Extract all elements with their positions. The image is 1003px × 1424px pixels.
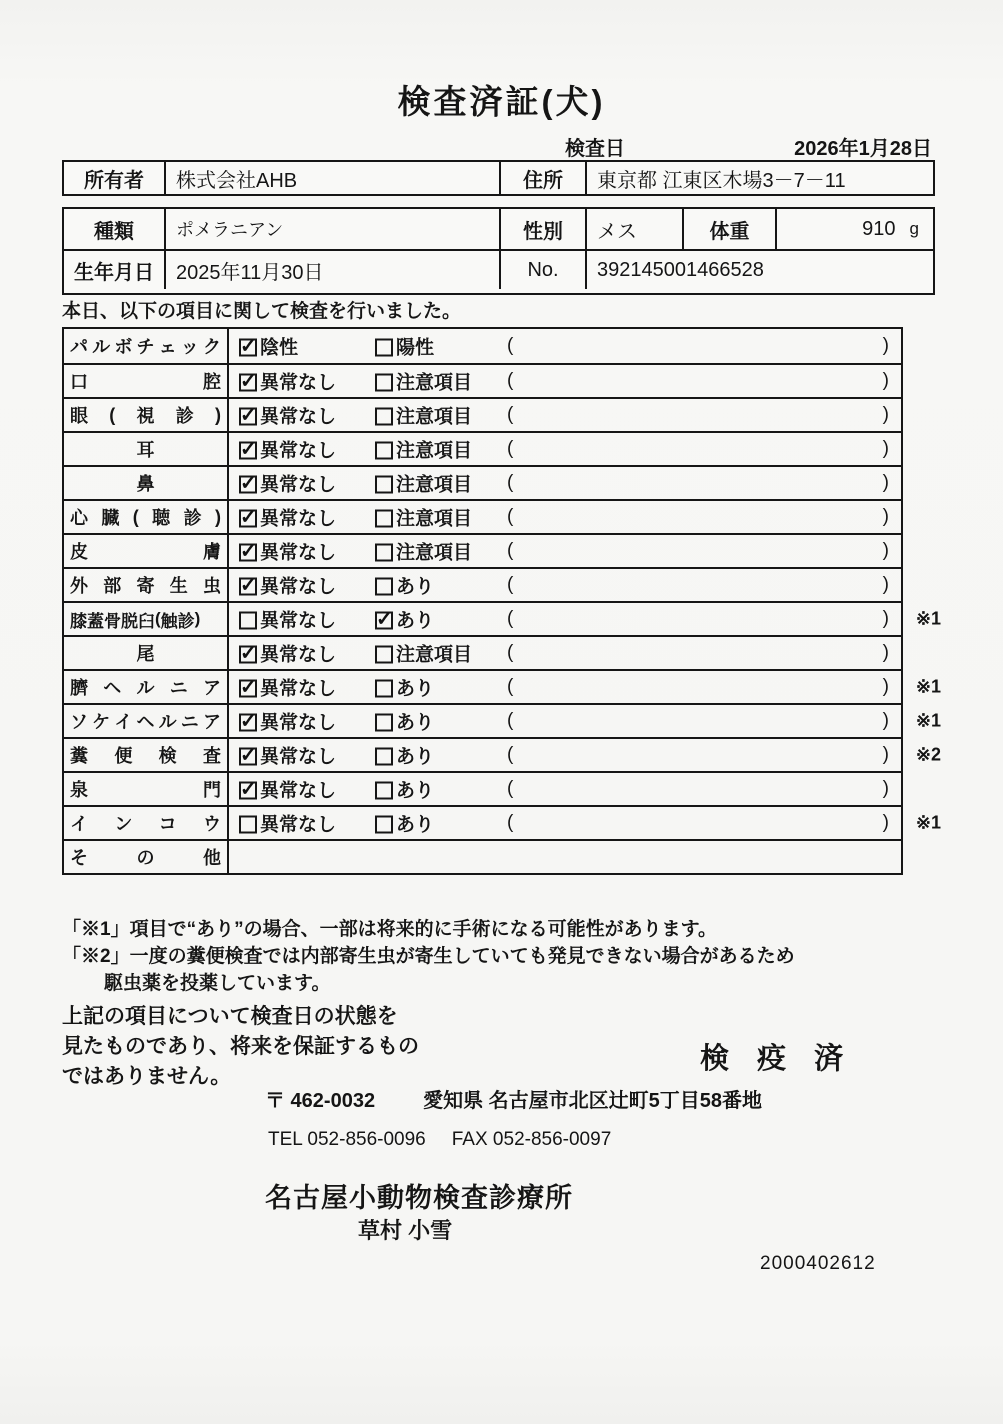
remark-paren-close: ) xyxy=(882,710,889,731)
clinic-postal-row xyxy=(265,1084,762,1113)
clinic-fax: FAX 052-856-0097 xyxy=(451,1129,612,1150)
footnote-ref-marker: ※1 xyxy=(915,676,941,697)
remark-paren-close: ) xyxy=(882,812,889,833)
footnote-ref-marker: ※1 xyxy=(915,710,941,731)
disclaimer-line-3: ではありません。 xyxy=(62,1065,232,1088)
inspection-row xyxy=(64,771,901,805)
checked-checkbox-icon xyxy=(239,339,257,357)
result-option-1: ✓ 陰性 xyxy=(239,333,298,360)
empty-checkbox-icon xyxy=(375,816,393,834)
inspection-row-options xyxy=(229,433,901,465)
result-option-2: 注意項目 xyxy=(375,470,472,497)
remark-paren-open: ( xyxy=(507,438,514,459)
remark-paren-close: ) xyxy=(882,438,889,459)
inspection-row-options xyxy=(229,329,901,363)
inspection-table xyxy=(62,327,941,875)
checked-checkbox-icon xyxy=(375,612,393,630)
inspection-item-label: 口 腔 xyxy=(64,365,229,397)
footnote-ref-marker: ※1 xyxy=(915,608,941,629)
remark-paren-open: ( xyxy=(507,812,514,833)
vet-name: 草村 小雪 xyxy=(358,1218,453,1243)
empty-checkbox-icon xyxy=(375,510,393,528)
inspection-item-label: ソ ケ イ ヘ ル ニ ア xyxy=(64,705,229,737)
result-option-2: 注意項目 xyxy=(375,368,472,395)
owner-address-label: 住所 xyxy=(499,162,585,194)
animal-row-1 xyxy=(64,209,933,249)
footnote-2: 「※2」一度の糞便検査では内部寄生虫が寄生していても発見できない場合があるため xyxy=(62,946,795,967)
inspection-row xyxy=(64,839,901,873)
result-option-2: 注意項目 xyxy=(375,436,472,463)
inspection-item-label: 心 臓 ( 聴 診 ) xyxy=(64,501,229,533)
inspection-row-options xyxy=(229,569,901,601)
empty-checkbox-icon xyxy=(375,680,393,698)
owner-name: 株式会社AHB xyxy=(164,162,499,194)
result-option-2: 陽性 xyxy=(375,333,434,360)
result-option-1: ✓ 異常なし xyxy=(239,572,336,599)
result-option-2: あり xyxy=(375,572,434,599)
birth-value: 2025年11月30日 xyxy=(164,251,499,289)
empty-checkbox-icon xyxy=(375,339,393,357)
remark-paren-close: ) xyxy=(882,506,889,527)
checked-checkbox-icon xyxy=(239,748,257,766)
inspection-row xyxy=(64,737,941,771)
result-option-1: ✓ 異常なし xyxy=(239,368,336,395)
disclaimer-line-2: 見たものであり、将来を保証するもの xyxy=(62,1035,419,1058)
owner-label: 所有者 xyxy=(84,169,144,192)
clinic-tel: TEL 052-856-0096 xyxy=(268,1129,426,1150)
result-option-2: あり xyxy=(375,742,434,769)
inspection-row xyxy=(64,329,901,363)
inspection-item-label: 泉 門 xyxy=(64,773,229,805)
page-title: 検査済証(犬) xyxy=(397,83,606,120)
remark-paren-open: ( xyxy=(507,778,514,799)
sex-label: 性別 xyxy=(499,209,585,249)
empty-checkbox-icon xyxy=(375,476,393,494)
inspection-row-options xyxy=(229,501,901,533)
empty-checkbox-icon xyxy=(375,578,393,596)
inspection-item-label: 外 部 寄 生 虫 xyxy=(64,569,229,601)
remark-paren-open: ( xyxy=(507,404,514,425)
inspection-row xyxy=(64,465,901,499)
remark-paren-open: ( xyxy=(507,676,514,697)
footnote-ref-marker: ※2 xyxy=(915,744,941,765)
result-option-1: ✓ 異常なし xyxy=(239,470,336,497)
disclaimer-line-1: 上記の項目について検査日の状態を xyxy=(62,1005,398,1028)
intro-line: 本日、以下の項目に関して検査を行いました。 xyxy=(62,301,462,322)
remark-paren-open: ( xyxy=(507,744,514,765)
result-option-2: ✓ あり xyxy=(375,606,434,633)
inspection-row xyxy=(64,397,901,431)
result-option-2: あり xyxy=(375,708,434,735)
inspection-item-label: そ の 他 xyxy=(64,841,229,873)
inspection-row-options xyxy=(229,365,901,397)
owner-address: 東京都 江東区木場3－7－11 xyxy=(585,162,933,194)
inspection-row xyxy=(64,669,941,703)
result-option-1: ✓ 異常なし xyxy=(239,776,336,803)
inspection-row-options xyxy=(229,773,901,805)
inspection-row xyxy=(64,703,941,737)
remark-paren-close: ) xyxy=(882,472,889,493)
inspection-row xyxy=(64,567,901,601)
inspection-row-options xyxy=(229,535,901,567)
result-option-1: ✓ 異常なし xyxy=(239,538,336,565)
exam-date-label: 検査日 xyxy=(565,138,625,160)
inspection-item-label: 尾 xyxy=(64,637,229,669)
empty-checkbox-icon xyxy=(375,646,393,664)
document-code: 2000402612 xyxy=(760,1253,876,1274)
result-option-2: あり xyxy=(375,810,434,837)
footnote-ref-marker: ※1 xyxy=(915,812,941,833)
checked-checkbox-icon xyxy=(239,714,257,732)
empty-checkbox-icon xyxy=(375,748,393,766)
remark-paren-open: ( xyxy=(507,506,514,527)
postal-code: 〒 462-0032 xyxy=(265,1090,376,1112)
inspection-row-options xyxy=(229,637,901,669)
inspection-item-label: イ ン コ ウ xyxy=(64,807,229,839)
sex-value: メス xyxy=(585,209,682,249)
inspection-row-options xyxy=(229,603,901,635)
result-option-1: ✓ 異常なし xyxy=(239,402,336,429)
result-option-2: 注意項目 xyxy=(375,402,472,429)
result-option-2: あり xyxy=(375,674,434,701)
remark-paren-open: ( xyxy=(507,710,514,731)
animal-row-2 xyxy=(64,249,933,289)
disclaimer xyxy=(62,1002,419,1092)
result-option-1: ✓ 異常なし xyxy=(239,504,336,531)
species-value: ポメラニアン xyxy=(164,209,499,249)
animal-table xyxy=(62,207,935,295)
empty-checkbox-icon xyxy=(375,442,393,460)
remark-paren-close: ) xyxy=(882,744,889,765)
result-option-1: ✓ 異常なし xyxy=(239,640,336,667)
inspection-row-options xyxy=(229,841,901,873)
birth-label: 生年月日 xyxy=(74,261,154,284)
quarantine-stamp: 検 疫 済 xyxy=(700,1043,854,1075)
remark-paren-open: ( xyxy=(507,642,514,663)
checked-checkbox-icon xyxy=(239,680,257,698)
remark-paren-close: ) xyxy=(882,608,889,629)
no-value: 392145001466528 xyxy=(585,251,933,289)
inspection-item-label: 眼 ( 視 診 ) xyxy=(64,399,229,431)
empty-checkbox-icon xyxy=(375,408,393,426)
checked-checkbox-icon xyxy=(239,782,257,800)
inspection-item-label: パ ル ボ チ ェ ッ ク xyxy=(64,329,229,363)
result-option-1: ✓ 異常なし xyxy=(239,708,336,735)
weight-value: 910 xyxy=(862,217,896,240)
remark-paren-close: ) xyxy=(882,676,889,697)
footnote-1: 「※1」項目で“あり”の場合、一部は将来的に手術になる可能性があります。 xyxy=(62,919,718,940)
checked-checkbox-icon xyxy=(239,374,257,392)
inspection-row-options xyxy=(229,807,901,839)
owner-row xyxy=(64,162,933,194)
inspection-item-label: 糞 便 検 査 xyxy=(64,739,229,771)
checked-checkbox-icon xyxy=(239,476,257,494)
inspection-row-options xyxy=(229,467,901,499)
remark-paren-close: ) xyxy=(882,642,889,663)
result-option-2: 注意項目 xyxy=(375,504,472,531)
inspection-row xyxy=(64,533,901,567)
empty-checkbox-icon xyxy=(375,714,393,732)
remark-paren-open: ( xyxy=(507,540,514,561)
owner-table xyxy=(62,160,935,196)
remark-paren-close: ) xyxy=(882,574,889,595)
inspection-item-label: 鼻 xyxy=(64,467,229,499)
empty-checkbox-icon xyxy=(239,816,257,834)
remark-paren-close: ) xyxy=(882,335,889,356)
remark-paren-close: ) xyxy=(882,404,889,425)
inspection-row xyxy=(64,635,901,669)
remark-paren-close: ) xyxy=(882,370,889,391)
remark-paren-open: ( xyxy=(507,574,514,595)
inspection-row xyxy=(64,499,901,533)
remark-paren-open: ( xyxy=(507,472,514,493)
inspection-row xyxy=(64,805,941,839)
inspection-row-options xyxy=(229,739,901,771)
weight-unit: g xyxy=(909,219,919,238)
inspection-row-options xyxy=(229,399,901,431)
inspection-row xyxy=(64,363,901,397)
footnotes xyxy=(62,916,795,997)
result-option-1: ✓ 異常なし xyxy=(239,674,336,701)
result-option-1: 異常なし xyxy=(239,810,336,837)
result-option-2: 注意項目 xyxy=(375,640,472,667)
clinic-name: 名古屋小動物検査診療所 xyxy=(265,1183,573,1213)
result-option-1: 異常なし xyxy=(239,606,336,633)
result-option-2: 注意項目 xyxy=(375,538,472,565)
footnote-2-cont: 駆虫薬を投薬しています。 xyxy=(104,973,331,994)
inspection-item-label: 皮 膚 xyxy=(64,535,229,567)
remark-paren-open: ( xyxy=(507,370,514,391)
inspection-item-label: 臍 ヘ ル ニ ア xyxy=(64,671,229,703)
result-option-1: ✓ 異常なし xyxy=(239,742,336,769)
checked-checkbox-icon xyxy=(239,646,257,664)
weight-label: 体重 xyxy=(682,209,775,249)
checked-checkbox-icon xyxy=(239,442,257,460)
weight-value-cell xyxy=(775,209,933,249)
inspection-row xyxy=(64,601,941,635)
remark-paren-close: ) xyxy=(882,778,889,799)
inspection-item-label: 膝 蓋 骨 脱 臼 ( 触 診 ) xyxy=(64,603,229,635)
species-label: 種類 xyxy=(94,220,134,243)
checked-checkbox-icon xyxy=(239,578,257,596)
empty-checkbox-icon xyxy=(375,544,393,562)
checked-checkbox-icon xyxy=(239,408,257,426)
inspection-row-options xyxy=(229,705,901,737)
clinic-address: 愛知県 名古屋市北区辻町5丁目58番地 xyxy=(423,1090,763,1112)
result-option-2: あり xyxy=(375,776,434,803)
empty-checkbox-icon xyxy=(375,374,393,392)
result-option-1: ✓ 異常なし xyxy=(239,436,336,463)
clinic-tel-row xyxy=(268,1129,611,1151)
remark-paren-open: ( xyxy=(507,608,514,629)
empty-checkbox-icon xyxy=(375,782,393,800)
inspection-row-options xyxy=(229,671,901,703)
inspection-item-label: 耳 xyxy=(64,433,229,465)
no-label: No. xyxy=(499,251,585,289)
empty-checkbox-icon xyxy=(239,612,257,630)
remark-paren-open: ( xyxy=(507,335,514,356)
checked-checkbox-icon xyxy=(239,544,257,562)
remark-paren-close: ) xyxy=(882,540,889,561)
exam-date-value: 2026年1月28日 xyxy=(794,138,932,160)
inspection-row xyxy=(64,431,901,465)
checked-checkbox-icon xyxy=(239,510,257,528)
